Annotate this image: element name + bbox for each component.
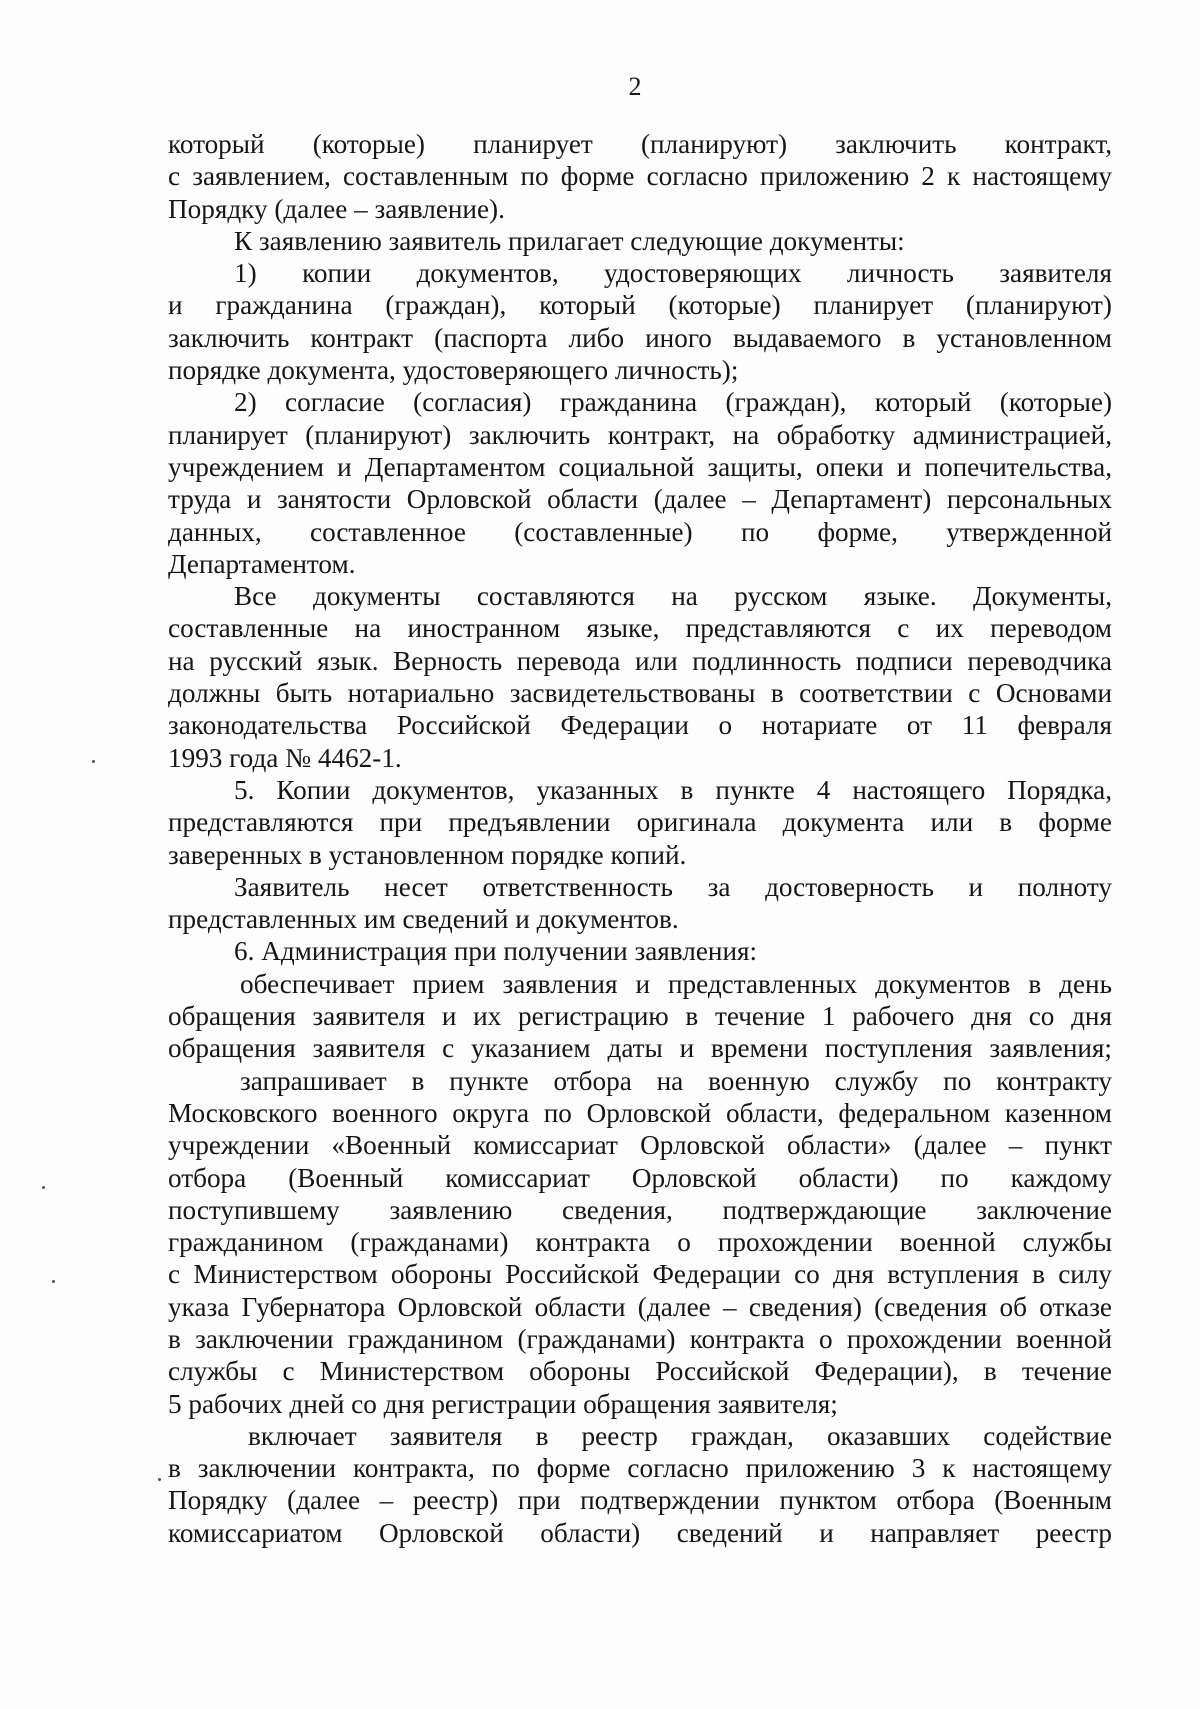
text-line: 5. Копии документов, указанных в пункте 4 настоящего Порядка, bbox=[234, 774, 1112, 805]
text-line: К заявлению заявитель прилагает следующие документы: bbox=[234, 225, 905, 256]
text-line: на русский язык. Верность перевода или подлинность подписи переводчика bbox=[168, 645, 1112, 676]
text-line: учреждении «Военный комиссариат Орловской области» (далее – пункт bbox=[168, 1130, 1112, 1161]
text-line: запрашивает в пункте отбора на военную службу по контракту bbox=[240, 1065, 1112, 1096]
text-line: представляются при предъявлении оригинала документа или в форме bbox=[168, 807, 1112, 838]
text-line: включает заявителя в реестр граждан, оказавших содействие bbox=[248, 1420, 1112, 1451]
text-line: с Министерством обороны Российской Федерации со дня вступления в силу bbox=[168, 1259, 1112, 1290]
text-line: законодательства Российской Федерации о нотариате от 11 февраля bbox=[168, 710, 1112, 741]
text-line: комиссариатом Орловской области) сведений и направляет реестр bbox=[168, 1517, 1112, 1548]
text-line: обращения заявителя с указанием даты и времени поступления заявления; bbox=[168, 1033, 1112, 1064]
page-number: 2 bbox=[628, 72, 642, 101]
scan-speck bbox=[158, 1478, 161, 1481]
text-line: должны быть нотариально засвидетельствованы в соответствии с Основами bbox=[168, 678, 1112, 709]
scan-speck bbox=[42, 1186, 45, 1189]
text-line: обеспечивает прием заявления и представленных документов в день bbox=[240, 968, 1112, 999]
text-line: в заключении контракта, по форме согласно приложению 3 к настоящему bbox=[168, 1453, 1112, 1484]
text-line: Московского военного округа по Орловской области, федеральном казенном bbox=[168, 1097, 1112, 1128]
text-line: составленные на иностранном языке, представляются с их переводом bbox=[168, 613, 1112, 644]
text-line: 5 рабочих дней со дня регистрации обращения заявителя; bbox=[168, 1388, 838, 1419]
scan-speck bbox=[52, 1280, 55, 1283]
text-line: Порядку (далее – реестр) при подтверждении пунктом отбора (Военным bbox=[168, 1485, 1112, 1516]
text-line: планирует (планируют) заключить контракт, на обработку администрацией, bbox=[168, 419, 1112, 450]
text-line: указа Губернатора Орловской области (далее – сведения) (сведения об отказе bbox=[168, 1291, 1112, 1322]
text-line: Порядку (далее – заявление). bbox=[168, 193, 505, 224]
text-line: отбора (Военный комиссариат Орловской области) по каждому bbox=[168, 1162, 1112, 1193]
text-line: учреждением и Департаментом социальной защиты, опеки и попечительства, bbox=[168, 451, 1112, 482]
text-line: обращения заявителя и их регистрацию в течение 1 рабочего дня со дня bbox=[168, 1001, 1112, 1032]
document-body bbox=[168, 128, 1112, 1549]
text-line: заверенных в установленном порядке копий. bbox=[168, 839, 687, 870]
text-line: представленных им сведений и документов. bbox=[168, 904, 679, 935]
text-line: в заключении гражданином (гражданами) контракта о прохождении военной bbox=[168, 1323, 1112, 1354]
text-line: Заявитель несет ответственность за достоверность и полноту bbox=[234, 871, 1112, 902]
text-line: 2) согласие (согласия) гражданина (граждан), который (которые) bbox=[234, 387, 1112, 418]
scan-speck bbox=[92, 760, 95, 763]
text-line: Все документы составляются на русском языке. Документы, bbox=[234, 581, 1112, 612]
text-line: Департаментом. bbox=[168, 548, 356, 579]
text-line: заключить контракт (паспорта либо иного выдаваемого в установленном bbox=[168, 322, 1112, 353]
text-line: 1) копии документов, удостоверяющих личность заявителя bbox=[234, 258, 1112, 289]
text-line: 1993 года № 4462-1. bbox=[168, 742, 402, 773]
text-line: с заявлением, составленным по форме согласно приложению 2 к настоящему bbox=[168, 161, 1112, 192]
text-line: поступившему заявлению сведения, подтверждающие заключение bbox=[168, 1194, 1112, 1225]
text-line: и гражданина (граждан), который (которые) планирует (планируют) bbox=[168, 290, 1112, 321]
text-line: порядке документа, удостоверяющего личность); bbox=[168, 355, 739, 386]
text-line: данных, составленное (составленные) по форме, утвержденной bbox=[168, 516, 1112, 547]
text-line: службы с Министерством обороны Российской Федерации), в течение bbox=[168, 1356, 1112, 1387]
text-line: который (которые) планирует (планируют) заключить контракт, bbox=[168, 129, 1112, 159]
text-line: 6. Администрация при получении заявления: bbox=[234, 936, 758, 967]
text-line: гражданином (гражданами) контракта о прохождении военной службы bbox=[168, 1227, 1112, 1258]
text-line: труда и занятости Орловской области (далее – Департамент) персональных bbox=[168, 484, 1112, 515]
